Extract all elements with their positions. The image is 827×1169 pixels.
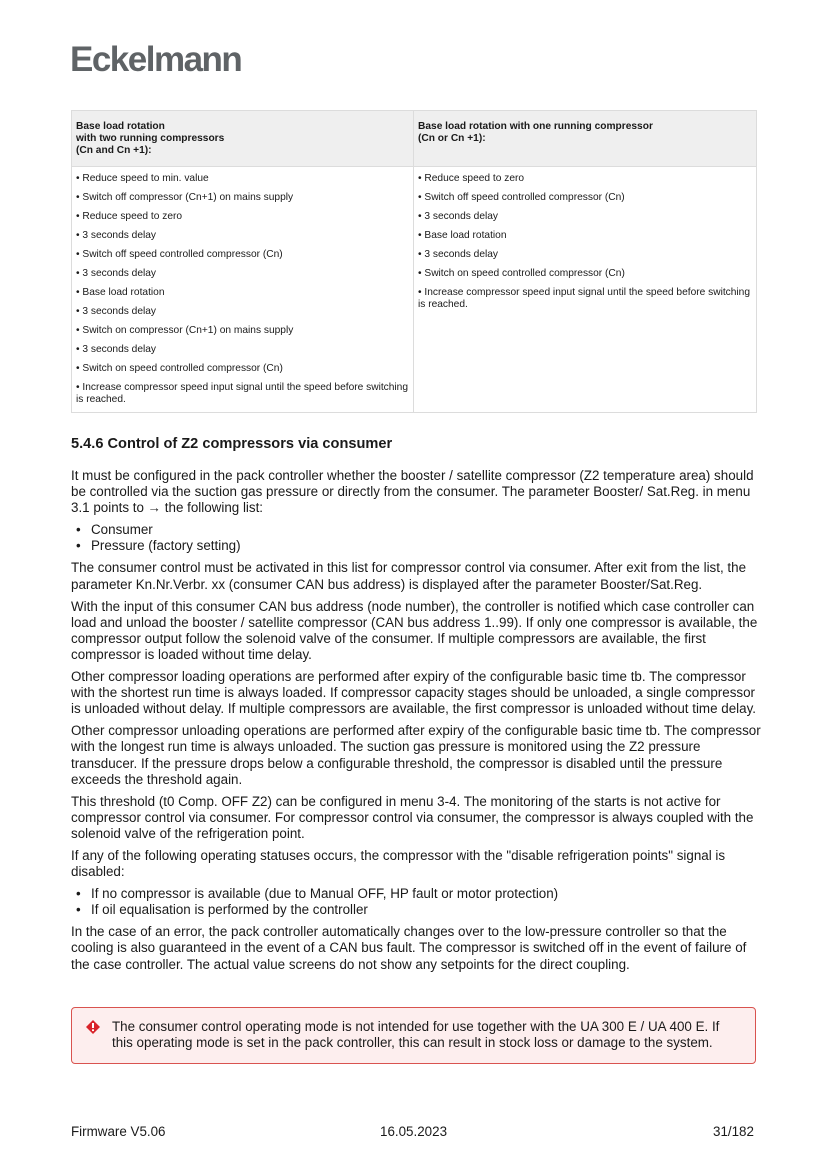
paragraph: It must be configured in the pack controller whether the booster / satellite compressor (Z2 temperature area) should be controlled via the suction gas pressure or directly from the consumer. The parameter Booster/ Sat.Reg. in menu 3.1 points to → the following list:	[71, 468, 754, 516]
paragraph: The consumer control must be activated in this list for compressor control via consumer. After exit from the list, the parameter Kn.Nr.Verbr. xx (consumer CAN bus address) is displayed after the parameter Booster/Sat.Reg.	[71, 560, 747, 592]
steps-two-compressors	[72, 167, 414, 413]
step-item: • Increase compressor speed input signal until the speed before switching is reached.	[76, 382, 409, 405]
step-item: • Switch on speed controlled compressor (Cn)	[418, 268, 625, 279]
step-item: • Base load rotation	[418, 230, 507, 241]
step-item: • Reduce speed to zero	[418, 173, 525, 184]
step-item: • 3 seconds delay	[76, 306, 157, 317]
header-one-compressor: Base load rotation with one running compressor (Cn or Cn +1):	[414, 111, 757, 167]
steps-one-compressor	[414, 167, 757, 413]
table-row	[72, 167, 757, 413]
step-item: • 3 seconds delay	[418, 249, 499, 260]
warning-text: The consumer control operating mode is not intended for use together with the UA 300 E / UA 400 E. If this operating mode is set in the pack controller, this can result in stock loss or damage to the system.	[112, 1019, 720, 1051]
warning-diamond-icon	[86, 1020, 100, 1034]
step-item: • Switch off speed controlled compressor (Cn)	[418, 192, 625, 203]
list-item: • Consumer	[71, 522, 761, 538]
step-item: • Reduce speed to min. value	[76, 173, 209, 184]
footer-page-number: 31/182	[713, 1124, 754, 1139]
paragraph: With the input of this consumer CAN bus address (node number), the controller is notified which case controller can load and unload the booster / satellite compressor (CAN bus address 1..99). If only one compressor is available, the compressor output follow the solenoid valve of the consumer. If multiple compressors are available, the first compressor is loaded without time delay.	[71, 598, 758, 662]
eckelmann-logo: Eckelmann	[70, 40, 242, 79]
base-load-rotation-table	[71, 110, 757, 413]
step-item: • Switch on speed controlled compressor (Cn)	[76, 363, 283, 374]
paragraph: In the case of an error, the pack controller automatically changes over to the low-pressure controller so that the cooling is also guaranteed in the event of a CAN bus fault. The compressor is switched off in the event of failure of the case controller. The actual value screens do not show any setpoints for the direct coupling.	[71, 924, 747, 972]
list-item: • If no compressor is available (due to Manual OFF, HP fault or motor protection)	[71, 886, 761, 902]
mode-list	[71, 522, 761, 554]
paragraph: Other compressor unloading operations are performed after expiry of the configurable basic time tb. The compressor with the longest run time is always unloaded. The suction gas pressure is monitored using the Z2 pressure transducer. If the pressure drops below a configurable threshold, the compressor is disabled until the pressure exceeds the threshold again.	[71, 723, 761, 787]
step-item: • 3 seconds delay	[76, 268, 157, 279]
step-item: • Switch off speed controlled compressor (Cn)	[76, 249, 283, 260]
step-item: • Switch off compressor (Cn+1) on mains supply	[76, 192, 294, 203]
warning-box	[71, 1007, 756, 1064]
status-list	[71, 886, 761, 918]
step-item: • 3 seconds delay	[76, 344, 157, 355]
section-body	[71, 468, 761, 979]
paragraph: If any of the following operating statuses occurs, the compressor with the "disable refrigeration points" signal is disabled:	[71, 847, 726, 880]
paragraph: Other compressor loading operations are performed after expiry of the configurable basic time tb. The compressor with the shortest run time is always loaded. If compressor capacity stages should be unloaded, a single compressor is unloaded without delay. If multiple compressors are available, the first compressor is unloaded without time delay.	[71, 669, 756, 717]
step-item: • Base load rotation	[76, 287, 165, 298]
step-item: • 3 seconds delay	[76, 230, 157, 241]
header-two-compressors: Base load rotation with two running compressors (Cn and Cn +1):	[72, 111, 414, 167]
list-item: • Pressure (factory setting)	[71, 538, 761, 554]
step-item: • 3 seconds delay	[418, 211, 499, 222]
step-item: • Reduce speed to zero	[76, 211, 183, 222]
footer-date: 16.05.2023	[380, 1124, 448, 1139]
step-item: • Increase compressor speed input signal until the speed before switching is reached.	[418, 287, 751, 310]
table-header-row	[72, 111, 757, 167]
paragraph: This threshold (t0 Comp. OFF Z2) can be configured in menu 3-4. The monitoring of the starts is not active for compressor control via consumer. For compressor control via consumer, the compressor is always coupled with the solenoid valve of the refrigeration point.	[71, 793, 754, 841]
section-heading: 5.4.6 Control of Z2 compressors via consumer	[71, 436, 393, 452]
step-item: • Switch on compressor (Cn+1) on mains supply	[76, 325, 294, 336]
footer-firmware: Firmware V5.06	[71, 1124, 166, 1139]
list-item: • If oil equalisation is performed by the controller	[71, 902, 761, 918]
